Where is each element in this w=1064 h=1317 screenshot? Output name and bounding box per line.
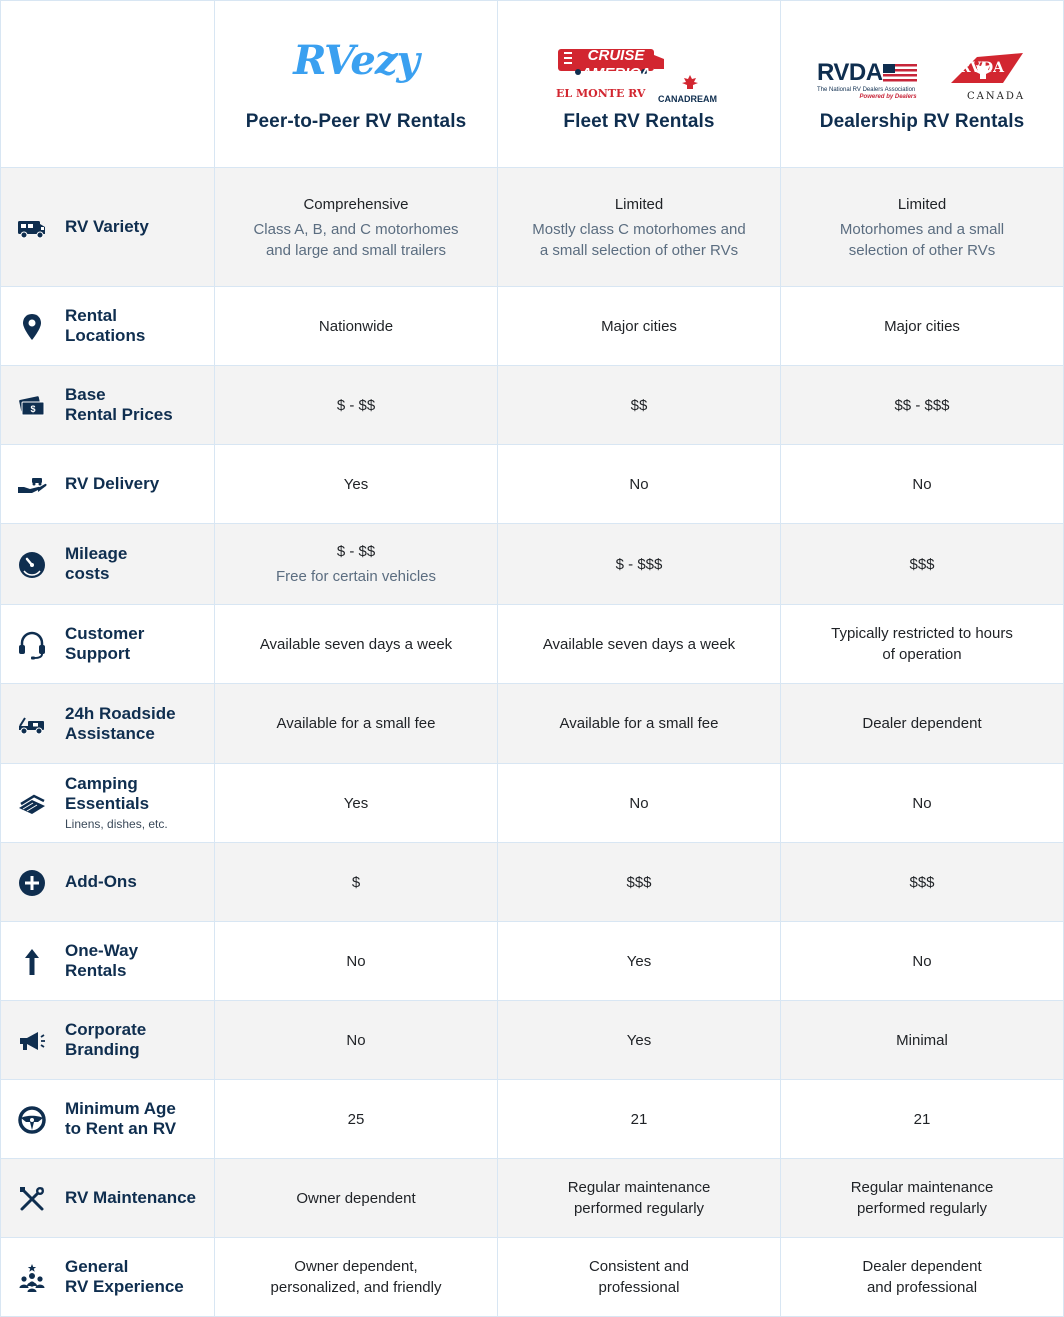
table-cell xyxy=(215,605,498,684)
column-title-fleet: Fleet RV Rentals xyxy=(563,111,715,132)
table-cell xyxy=(498,684,781,764)
us-flag-icon xyxy=(883,64,917,82)
cell-value: Yes xyxy=(626,952,652,970)
cell-value: Typically restricted to hours of operation xyxy=(831,625,1013,663)
table-cell xyxy=(781,445,1064,524)
row-label: One-Way Rentals xyxy=(65,941,139,980)
table-cell xyxy=(215,1238,498,1317)
motorhome-icon xyxy=(15,211,49,245)
cell-value: Owner dependent, personalized, and friendly xyxy=(270,1258,442,1296)
row-sublabel: Linens, dishes, etc. xyxy=(65,817,168,831)
cell-value: Yes xyxy=(626,1031,652,1049)
table-cell xyxy=(498,1159,781,1238)
cell-value: $ - $$$ xyxy=(615,555,663,573)
cell-value: Regular maintenance performed regularly xyxy=(567,1179,711,1217)
rvezy-logo-text: RVezy xyxy=(293,37,419,84)
cell-value: Dealer dependent xyxy=(862,715,982,732)
row-label: Customer Support xyxy=(65,624,145,663)
cell-value: Available for a small fee xyxy=(559,715,719,732)
maple-leaf-icon xyxy=(680,75,700,89)
row-label-group xyxy=(65,168,208,286)
money-icon xyxy=(15,389,49,423)
row-label: Add-Ons xyxy=(65,872,137,891)
table-cell xyxy=(215,843,498,922)
el-monte-logo: EL MONTE RV xyxy=(556,87,646,100)
table-cell xyxy=(498,922,781,1001)
table-cell xyxy=(498,168,781,287)
row-label-group xyxy=(65,1238,208,1316)
row-label-group xyxy=(65,524,208,604)
row-label-group xyxy=(65,843,208,921)
tow-truck-icon xyxy=(15,707,49,741)
cell-value: 21 xyxy=(630,1110,648,1128)
row-label-group xyxy=(65,366,208,444)
table-row-label xyxy=(0,1001,215,1080)
row-label: Camping Essentials xyxy=(65,774,150,813)
table-cell xyxy=(498,605,781,684)
cell-value: $ - $$ xyxy=(336,396,376,414)
table-cell xyxy=(781,764,1064,843)
steering-wheel-icon xyxy=(15,1103,49,1137)
table-cell xyxy=(781,843,1064,922)
cruise-america-text: CRUISE AMERICA xyxy=(581,47,651,82)
cell-value: Major cities xyxy=(884,317,960,335)
row-label: Minimum Age to Rent an RV xyxy=(65,1099,177,1138)
cell-subvalue: Mostly class C motorhomes and a small selection of other RVs xyxy=(532,220,746,259)
cell-value: $ xyxy=(351,873,361,891)
location-pin-icon xyxy=(15,310,49,344)
table-row-label xyxy=(0,605,215,684)
cell-subvalue: Free for certain vehicles xyxy=(275,568,437,585)
table-cell xyxy=(215,524,498,605)
rvezy-logo xyxy=(215,37,497,84)
table-row-label xyxy=(0,1080,215,1159)
column-title-peer-to-peer: Peer-to-Peer RV Rentals xyxy=(245,111,467,132)
cell-value: $$$ xyxy=(909,873,935,891)
cell-value: Yes xyxy=(343,475,369,493)
linens-icon xyxy=(15,787,49,821)
table-row-label xyxy=(0,764,215,843)
table-row-label xyxy=(0,1159,215,1238)
cell-value: Owner dependent xyxy=(296,1189,416,1207)
row-label: General RV Experience xyxy=(65,1257,184,1296)
row-label: Base Rental Prices xyxy=(65,385,173,424)
table-cell xyxy=(215,922,498,1001)
header-empty-cell xyxy=(0,0,215,168)
row-label-group xyxy=(65,1001,208,1079)
table-row-label xyxy=(0,684,215,764)
speedometer-icon xyxy=(15,548,49,582)
table-cell xyxy=(498,843,781,922)
header-fleet xyxy=(498,0,781,168)
megaphone-icon xyxy=(15,1024,49,1058)
table-cell xyxy=(781,1238,1064,1317)
cell-value: No xyxy=(346,952,366,970)
table-cell xyxy=(781,287,1064,366)
cell-value: Dealer dependent and professional xyxy=(862,1258,982,1296)
cell-value: No xyxy=(912,952,932,970)
table-cell xyxy=(781,922,1064,1001)
delivery-hand-icon xyxy=(15,468,49,502)
canadream-logo: CANADREAM xyxy=(658,75,717,107)
cell-value: Limited xyxy=(897,195,947,213)
table-cell xyxy=(215,445,498,524)
cell-value: Limited xyxy=(614,195,664,213)
table-cell xyxy=(215,366,498,445)
table-row-label xyxy=(0,287,215,366)
cruise-america-logo xyxy=(558,47,668,82)
cell-value: No xyxy=(629,475,649,493)
cell-value: 21 xyxy=(913,1110,931,1128)
table-cell xyxy=(215,1080,498,1159)
row-label: Mileage costs xyxy=(65,544,128,583)
plus-circle-icon xyxy=(15,866,49,900)
cell-subvalue: Motorhomes and a small selection of other RVs xyxy=(839,220,1005,259)
tools-icon xyxy=(15,1182,49,1216)
row-label-group xyxy=(65,1080,208,1158)
row-label-group xyxy=(65,445,208,523)
cell-value: $ - $$ xyxy=(336,543,376,560)
cell-value: No xyxy=(912,475,932,493)
table-row-label xyxy=(0,366,215,445)
row-label: RV Delivery xyxy=(65,474,160,493)
table-row-label xyxy=(0,445,215,524)
table-cell xyxy=(781,684,1064,764)
table-cell xyxy=(215,1159,498,1238)
row-label-group xyxy=(65,605,208,683)
cell-value: Available for a small fee xyxy=(276,715,436,732)
table-cell xyxy=(781,366,1064,445)
cell-value: Yes xyxy=(343,794,369,812)
cell-value: $$$ xyxy=(626,873,652,891)
rvda-logo: RVDA The National RV Dealers Association Powered by Dealers xyxy=(817,59,917,100)
cell-subvalue: Class A, B, and C motorhomes and large and small trailers xyxy=(253,220,459,259)
header-peer-to-peer xyxy=(215,0,498,168)
table-cell xyxy=(215,684,498,764)
cell-value: No xyxy=(629,794,649,812)
cell-value: 25 xyxy=(347,1110,365,1128)
svg-text:$: $ xyxy=(30,403,36,414)
table-cell xyxy=(498,764,781,843)
cell-value: $$$ xyxy=(909,555,935,573)
table-cell xyxy=(498,1001,781,1080)
column-title-dealership: Dealership RV Rentals xyxy=(819,111,1025,132)
rvda-canada-logo: RVDA CANADA xyxy=(947,53,1027,99)
table-cell xyxy=(215,287,498,366)
table-row-label xyxy=(0,168,215,287)
table-cell xyxy=(498,366,781,445)
table-cell xyxy=(781,1001,1064,1080)
headset-icon xyxy=(15,628,49,662)
cell-value: No xyxy=(346,1031,366,1049)
header-dealership xyxy=(781,0,1064,168)
row-label: RV Maintenance xyxy=(65,1188,197,1207)
row-label: Corporate Branding xyxy=(65,1020,147,1059)
cell-value: Comprehensive xyxy=(303,195,409,213)
table-row-label xyxy=(0,524,215,605)
cell-value: Regular maintenance performed regularly xyxy=(850,1179,994,1217)
table-row-label xyxy=(0,922,215,1001)
table-row-label xyxy=(0,843,215,922)
cell-value: Major cities xyxy=(601,317,677,335)
people-icon xyxy=(15,1261,49,1295)
row-label-group xyxy=(65,922,208,1000)
table-cell xyxy=(781,168,1064,287)
table-cell xyxy=(215,764,498,843)
row-label: 24h Roadside Assistance xyxy=(65,703,176,743)
cell-value: $$ xyxy=(630,396,648,414)
row-label: Rental Locations xyxy=(65,306,146,345)
cell-value: $$ - $$$ xyxy=(894,396,950,414)
table-cell xyxy=(498,524,781,605)
table-cell xyxy=(498,445,781,524)
table-cell xyxy=(498,287,781,366)
table-cell xyxy=(781,605,1064,684)
table-cell xyxy=(781,1159,1064,1238)
row-label-group xyxy=(65,764,208,842)
table-cell xyxy=(781,1080,1064,1159)
table-cell xyxy=(215,1001,498,1080)
cell-value: No xyxy=(912,794,932,812)
cell-value: Consistent and professional xyxy=(588,1258,690,1296)
cell-value: Available seven days a week xyxy=(259,635,453,653)
cell-value: Minimal xyxy=(896,1031,948,1049)
row-label-group xyxy=(65,684,208,763)
cell-value: Nationwide xyxy=(318,317,394,335)
row-label-group xyxy=(65,287,208,365)
row-label: RV Variety xyxy=(65,217,149,236)
cell-value: Available seven days a week xyxy=(542,635,736,653)
table-row-label xyxy=(0,1238,215,1317)
row-label-group xyxy=(65,1159,208,1237)
table-cell xyxy=(498,1238,781,1317)
table-cell xyxy=(498,1080,781,1159)
table-cell xyxy=(781,524,1064,605)
table-cell xyxy=(215,168,498,287)
arrow-up-icon xyxy=(15,945,49,979)
